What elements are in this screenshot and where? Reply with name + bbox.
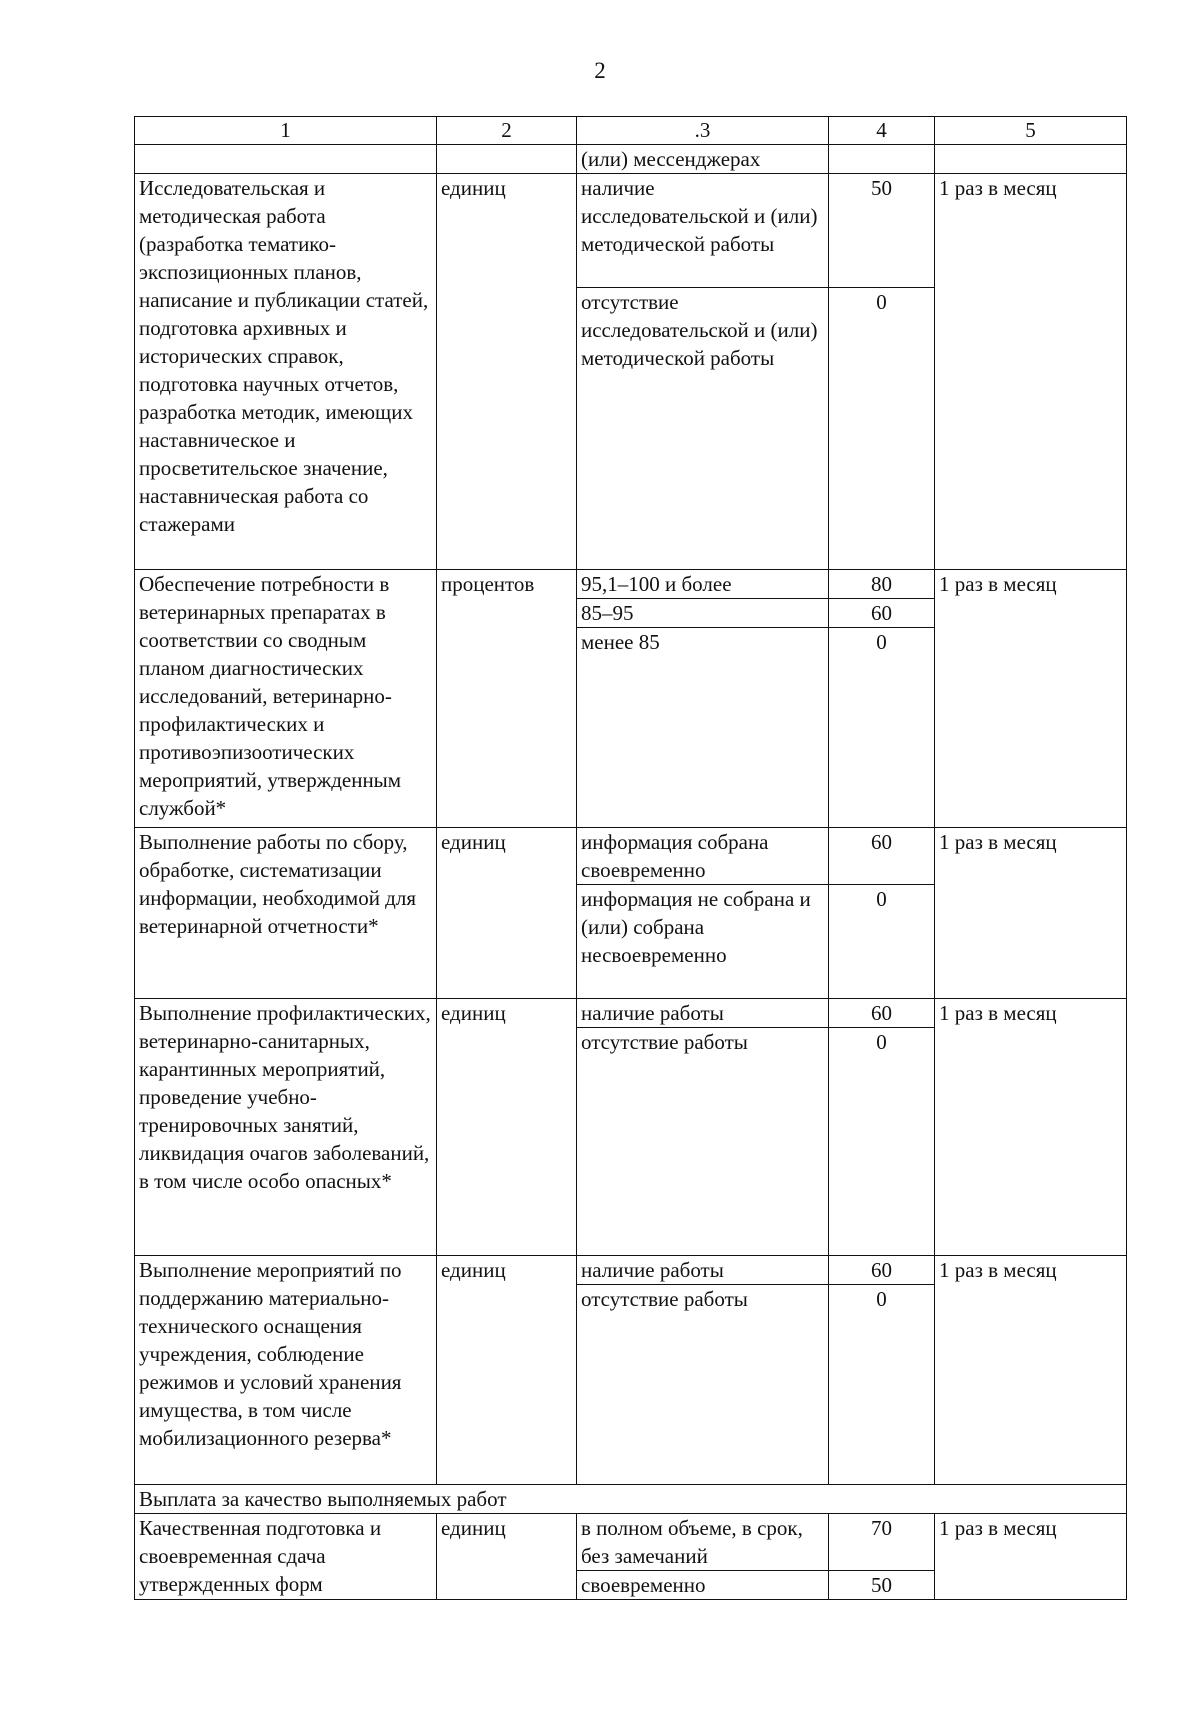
condition-cell: своевременно — [577, 1571, 829, 1600]
score-cell — [829, 145, 935, 174]
period-cell: 1 раз в месяц — [935, 1514, 1127, 1600]
unit-cell — [437, 145, 577, 174]
column-header: 1 — [135, 117, 437, 145]
condition-cell: наличие исследовательской и (или) методической работы — [577, 174, 829, 288]
score-cell: 0 — [829, 1028, 935, 1256]
unit-cell: единиц — [437, 828, 577, 999]
column-header: 5 — [935, 117, 1127, 145]
table-row — [135, 828, 1127, 885]
score-cell: 60 — [829, 599, 935, 628]
column-header: .3 — [577, 117, 829, 145]
table-row — [135, 1514, 1127, 1571]
score-cell: 0 — [829, 1285, 935, 1485]
criterion-cell: Выполнение профилактических, ветеринарно-санитарных, карантинных мероприятий, проведение учебно-тренировочных занятий, ликвидация очагов заболеваний, в том числе особо опасных* — [135, 999, 437, 1256]
score-cell: 70 — [829, 1514, 935, 1571]
condition-cell: в полном объеме, в срок, без замечаний — [577, 1514, 829, 1571]
unit-cell: единиц — [437, 999, 577, 1256]
criterion-cell: Выполнение мероприятий по поддержанию материально-технического оснащения учреждения, соблюдение режимов и условий хранения имущества, в том числе мобилизационного резерва* — [135, 1256, 437, 1485]
condition-cell: отсутствие работы — [577, 1028, 829, 1256]
period-cell: 1 раз в месяц — [935, 999, 1127, 1256]
criterion-cell: Качественная подготовка и своевременная сдача утвержденных форм — [135, 1514, 437, 1600]
section-title: Выплата за качество выполняемых работ — [135, 1485, 1127, 1514]
unit-cell: единиц — [437, 1256, 577, 1485]
period-cell: 1 раз в месяц — [935, 174, 1127, 570]
condition-cell: 85–95 — [577, 599, 829, 628]
table-row — [135, 570, 1127, 599]
table-row — [135, 145, 1127, 174]
section-header-row — [135, 1485, 1127, 1514]
condition-cell: отсутствие работы — [577, 1285, 829, 1485]
condition-cell: информация не собрана и (или) собрана несвоевременно — [577, 885, 829, 999]
period-cell — [935, 145, 1127, 174]
condition-cell: 95,1–100 и более — [577, 570, 829, 599]
score-cell: 60 — [829, 999, 935, 1028]
table-row — [135, 999, 1127, 1028]
criterion-cell: Обеспечение потребности в ветеринарных препаратах в соответствии со сводным планом диагностических исследований, ветеринарно-профилактических и противоэпизоотических мероприятий, утвержденным службой* — [135, 570, 437, 828]
period-cell: 1 раз в месяц — [935, 570, 1127, 828]
criterion-cell: Исследовательская и методическая работа (разработка тематико-экспозиционных планов, написание и публикации статей, подготовка архивных и исторических справок, подготовка научных отчетов, разработка методик, имеющих наставническое и просветительское значение, наставническая работа со стажерами — [135, 174, 437, 570]
condition-cell: информация собрана своевременно — [577, 828, 829, 885]
criterion-cell — [135, 145, 437, 174]
score-cell: 60 — [829, 828, 935, 885]
unit-cell: процентов — [437, 570, 577, 828]
score-cell: 0 — [829, 885, 935, 999]
table-header-row — [135, 117, 1127, 145]
score-cell: 0 — [829, 628, 935, 828]
score-cell: 50 — [829, 174, 935, 288]
score-cell: 0 — [829, 288, 935, 570]
page-number: 2 — [594, 58, 606, 83]
unit-cell: единиц — [437, 1514, 577, 1600]
condition-cell: (или) мессенджерах — [577, 145, 829, 174]
criterion-cell: Выполнение работы по сбору, обработке, систематизации информации, необходимой для ветеринарной отчетности* — [135, 828, 437, 999]
payment-criteria-table — [134, 116, 1127, 1600]
column-header: 2 — [437, 117, 577, 145]
column-header: 4 — [829, 117, 935, 145]
condition-cell: отсутствие исследовательской и (или) методической работы — [577, 288, 829, 570]
period-cell: 1 раз в месяц — [935, 828, 1127, 999]
condition-cell: менее 85 — [577, 628, 829, 828]
table-row — [135, 1256, 1127, 1285]
condition-cell: наличие работы — [577, 1256, 829, 1285]
unit-cell: единиц — [437, 174, 577, 570]
score-cell: 60 — [829, 1256, 935, 1285]
score-cell: 80 — [829, 570, 935, 599]
period-cell: 1 раз в месяц — [935, 1256, 1127, 1485]
condition-cell: наличие работы — [577, 999, 829, 1028]
table-row — [135, 174, 1127, 288]
score-cell: 50 — [829, 1571, 935, 1600]
